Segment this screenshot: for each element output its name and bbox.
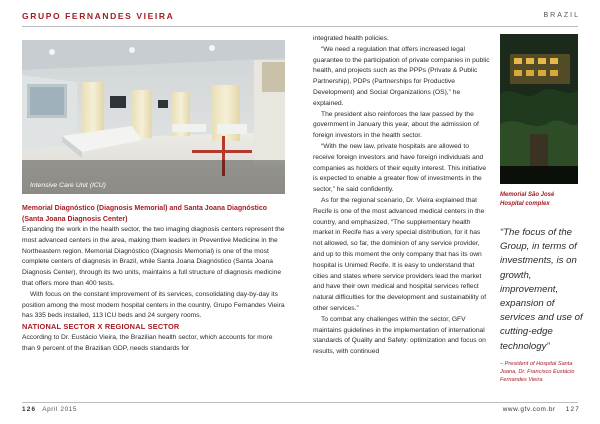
article-column-1 [22, 204, 287, 355]
paragraph: Expanding the work in the health sector, the two imaging diagnosis centers represent the most advanced centers in the area, making them leaders in Preventive Medicine in the Northeastern region. Memorial Diagnóstico (Diagnosis Memorial) is one of the most complete centers of diagnosis in Brazil, while Santa Joana Diagnóstico (Santa Joana Diagnosis Center), through its two units, maintains a full structure of diagnosis medicine that offers more than 400 tests. [22, 226, 285, 287]
footer-left [22, 406, 77, 413]
pull-quote-attribution: – President of Hospital Santa Joana, Dr. Francisco Eustácio Fernandes Vieira [500, 361, 575, 383]
footer-right [503, 406, 580, 413]
paragraph: According to Dr. Eustácio Vieira, the Brazilian health sector, which accounts for more than 9 percent of the Brazilian GDP, needs standards for [22, 333, 273, 352]
paragraph: integrated health policies. [313, 35, 389, 42]
hospital-caption-line1: Memorial São José [500, 192, 555, 198]
hospital-complex-photo [500, 34, 578, 184]
issue-date: April 2015 [42, 406, 78, 413]
paragraph: The president also reinforces the law passed by the government in January this year, about the admission of foreign investors in the health sector. [313, 110, 479, 140]
page-header-country: BRAZIL [543, 12, 580, 19]
website-url: www.gfv.com.br [502, 406, 556, 413]
pull-quote: “The focus of the Group, in terms of investments, is on growth, improvement, expansion of services and use of cutting-edge technology” [500, 227, 583, 352]
icu-photo-caption: Intensive Care Unit (ICU) [30, 182, 106, 189]
paragraph: With focus on the constant improvement of its services, consolidating day-by-day its position among the most modern hospital centers in the country, Grupo Fernandes Vieira has 335 beds installed, 113 ICU beds and 24 surgery rooms. [22, 290, 285, 320]
right-page-number: 127 [565, 406, 580, 413]
diagnosis-centers-subheading: Memorial Diagnóstico (Diagnosis Memorial) and Santa Joana Diagnóstico (Santa Joana Diagnosis Center) [22, 205, 268, 223]
page-header-title: GRUPO FERNANDES VIEIRA [22, 11, 175, 21]
icu-photo-illustration [22, 40, 285, 194]
hospital-photo-illustration [500, 34, 578, 184]
footer-divider [22, 402, 578, 403]
article-column-2 [313, 34, 490, 358]
paragraph: To combat any challenges within the sector, GFV maintains guidelines in the implementation of international standards of Quality and Safety: optimization and focus on results, with continued [313, 315, 486, 356]
paragraph: “With the new law, private hospitals are allowed to receive foreign investors and have foreign individuals and companies as holders of their equity interest. This initiative is expected to enable a greater flow of investments in the sector,” he said confidently. [313, 142, 487, 194]
header-divider [22, 26, 578, 27]
hospital-caption-line2: Hospital complex [500, 201, 550, 207]
icu-photo [22, 40, 285, 194]
paragraph: As for the regional scenario, Dr. Vieira explained that Recife is one of the most advanced medical centers in the country, and emphasized, “The supplementary health market in Recife has a very special distribution, for it has not allowed, so far, the dominion of any service provider, and up to this moment the only company that has its own hospital is Unimed Recife. It is easy to understand that cities and states where service providers lead the market and have their own medical and hospital services reflect natural difficulties for the development and sustainability of other services.” [313, 196, 487, 312]
hospital-photo-caption [500, 191, 590, 209]
left-page-number: 126 [22, 406, 37, 413]
paragraph: “We need a regulation that offers increased legal guarantee to the participation of private companies in public health, and projects such as the PPPs (Private & Public Partnership), PDPs (Partnerships for Productive Development) and Social Organizations (OS),” he explained. [313, 45, 490, 107]
section-heading: NATIONAL SECTOR X REGIONAL SECTOR [22, 322, 180, 332]
